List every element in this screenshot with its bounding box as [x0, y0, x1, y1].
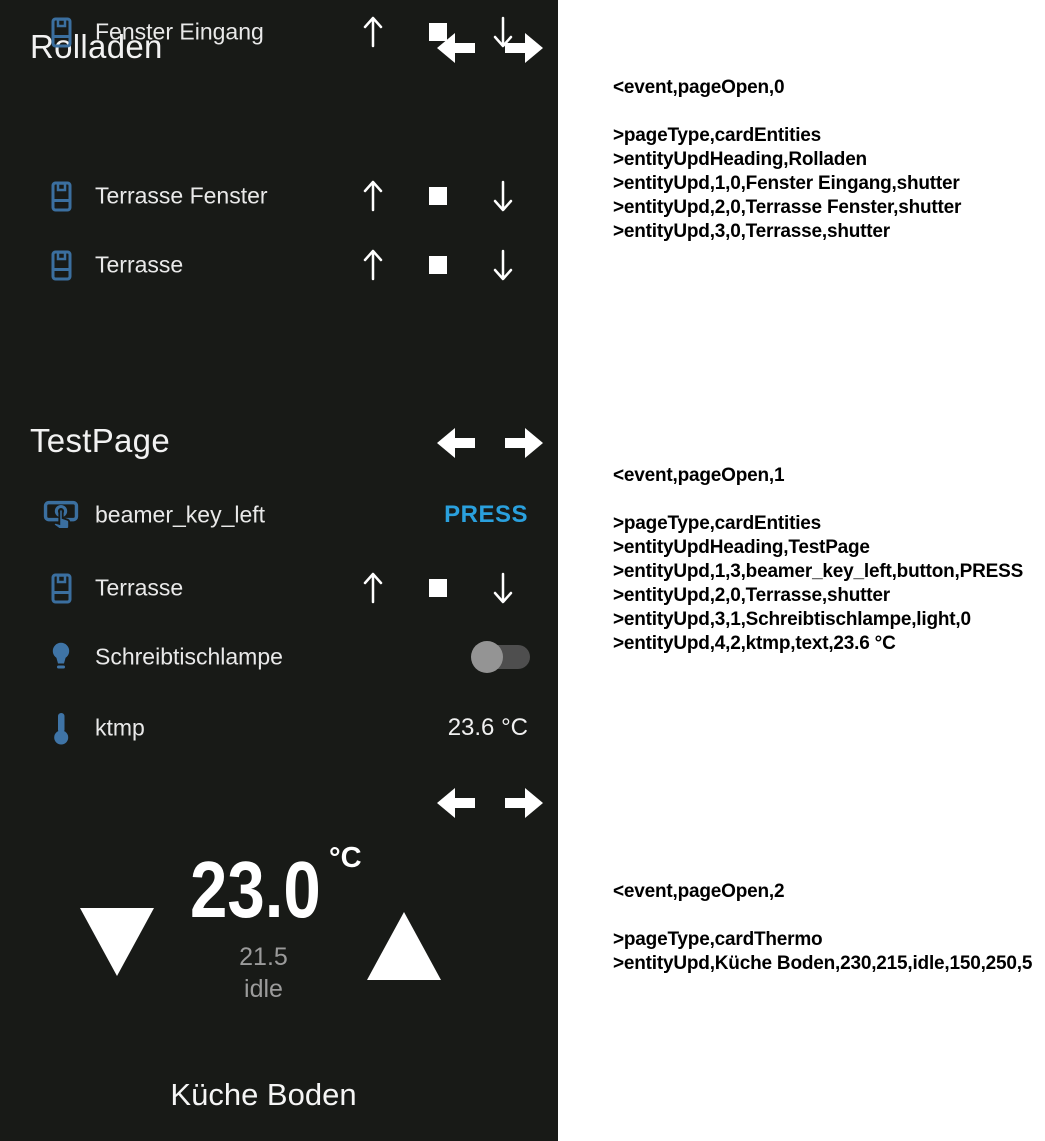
shutter-stop-button[interactable]: [420, 0, 456, 64]
window-shutter-icon: [40, 0, 82, 64]
window-shutter-icon: [40, 556, 82, 620]
sensor-value: 23.6 °C: [447, 714, 528, 741]
entity-row: [0, 0, 558, 64]
arrow-up-icon: [361, 179, 385, 213]
shutter-up-button[interactable]: [355, 556, 391, 620]
log-line: >entityUpdHeading,TestPage: [613, 537, 870, 558]
nav-next-button[interactable]: [505, 428, 543, 458]
entity-label: beamer_key_left: [95, 501, 266, 528]
arrow-down-icon: [491, 179, 515, 213]
card-testpage: [0, 390, 558, 775]
log-line: >entityUpd,1,3,beamer_key_left,button,PRESS: [613, 561, 1024, 582]
light-toggle-off[interactable]: [473, 645, 530, 669]
log-line: >pageType,cardThermo: [613, 929, 823, 950]
stop-square-icon: [429, 23, 447, 41]
current-temperature: 23.0: [190, 845, 321, 934]
nav-prev-button[interactable]: [437, 428, 475, 458]
log-line: >entityUpdHeading,Rolladen: [613, 149, 867, 170]
log-line: >pageType,cardEntities: [613, 125, 822, 146]
toggle-knob: [471, 641, 503, 673]
log-line: <event,pageOpen,2: [613, 881, 785, 902]
entity-row: [0, 625, 558, 689]
log-line: [613, 488, 1045, 512]
entity-row: [0, 696, 558, 760]
log-line: >pageType,cardEntities: [613, 513, 822, 534]
nav-prev-button[interactable]: [437, 788, 475, 818]
card-rolladen: [0, 0, 558, 390]
entity-row: [0, 233, 558, 297]
arrow-up-icon: [361, 571, 385, 605]
shutter-up-button[interactable]: [355, 233, 391, 297]
arrow-right-icon: [505, 428, 543, 458]
entity-label: Terrasse: [95, 574, 184, 601]
hvac-state: idle: [244, 975, 283, 1003]
stop-square-icon: [429, 579, 447, 597]
entity-row: [0, 556, 558, 620]
log-line: >entityUpd,3,0,Terrasse,shutter: [613, 221, 890, 242]
press-button[interactable]: PRESS: [444, 501, 528, 528]
arrow-up-icon: [361, 15, 385, 49]
log-line: >entityUpd,4,2,ktmp,text,23.6 °C: [613, 633, 896, 654]
shutter-stop-button[interactable]: [420, 164, 456, 228]
arrow-down-icon: [491, 248, 515, 282]
log-line: >entityUpd,3,1,Schreibtischlampe,light,0: [613, 609, 971, 630]
entity-row: [0, 483, 558, 547]
stop-square-icon: [429, 187, 447, 205]
shutter-stop-button[interactable]: [420, 556, 456, 620]
stop-square-icon: [429, 256, 447, 274]
arrow-up-icon: [361, 248, 385, 282]
log-line: <event,pageOpen,1: [613, 465, 785, 486]
log-line: >entityUpd,2,0,Terrasse Fenster,shutter: [613, 197, 962, 218]
nav-next-button[interactable]: [505, 788, 543, 818]
page-title: Rolladen: [30, 28, 163, 65]
shutter-down-button[interactable]: [485, 556, 521, 620]
thermometer-icon: [40, 696, 82, 760]
shutter-down-button[interactable]: [485, 164, 521, 228]
log-line: >entityUpd,1,0,Fenster Eingang,shutter: [613, 173, 960, 194]
log-line: >entityUpd,2,0,Terrasse,shutter: [613, 585, 890, 606]
log-line: [613, 904, 1045, 928]
temperature-unit: °C: [329, 842, 362, 874]
entity-label: Terrasse: [95, 251, 184, 278]
window-shutter-icon: [40, 164, 82, 228]
log-line: >entityUpd,Küche Boden,230,215,idle,150,250,5: [613, 953, 1033, 974]
log-line: <event,pageOpen,0: [613, 77, 785, 98]
arrow-right-icon: [505, 788, 543, 818]
card-thermostat: [0, 775, 558, 1141]
setpoint-temperature: 21.5: [239, 943, 288, 971]
entity-label: Fenster Eingang: [95, 18, 264, 45]
arrow-down-icon: [491, 571, 515, 605]
entity-label: Terrasse Fenster: [95, 182, 268, 209]
log-block-page2: [613, 880, 1045, 976]
arrow-down-icon: [491, 15, 515, 49]
shutter-stop-button[interactable]: [420, 233, 456, 297]
entity-label: Schreibtischlampe: [95, 643, 283, 670]
arrow-left-icon: [437, 428, 475, 458]
entity-label: ktmp: [95, 714, 145, 741]
shutter-up-button[interactable]: [355, 164, 391, 228]
gesture-tap-button-icon: [40, 483, 82, 547]
entity-row: [0, 164, 558, 228]
window-shutter-icon: [40, 233, 82, 297]
log-block-page0: [613, 76, 1045, 244]
log-line: [613, 100, 1045, 124]
page-title: TestPage: [30, 422, 170, 459]
shutter-down-button[interactable]: [485, 233, 521, 297]
thermostat-title: Küche Boden: [170, 1077, 357, 1112]
lightbulb-icon: [40, 625, 82, 689]
log-block-page1: [613, 464, 1045, 656]
arrow-left-icon: [437, 788, 475, 818]
shutter-up-button[interactable]: [355, 0, 391, 64]
shutter-down-button[interactable]: [485, 0, 521, 64]
